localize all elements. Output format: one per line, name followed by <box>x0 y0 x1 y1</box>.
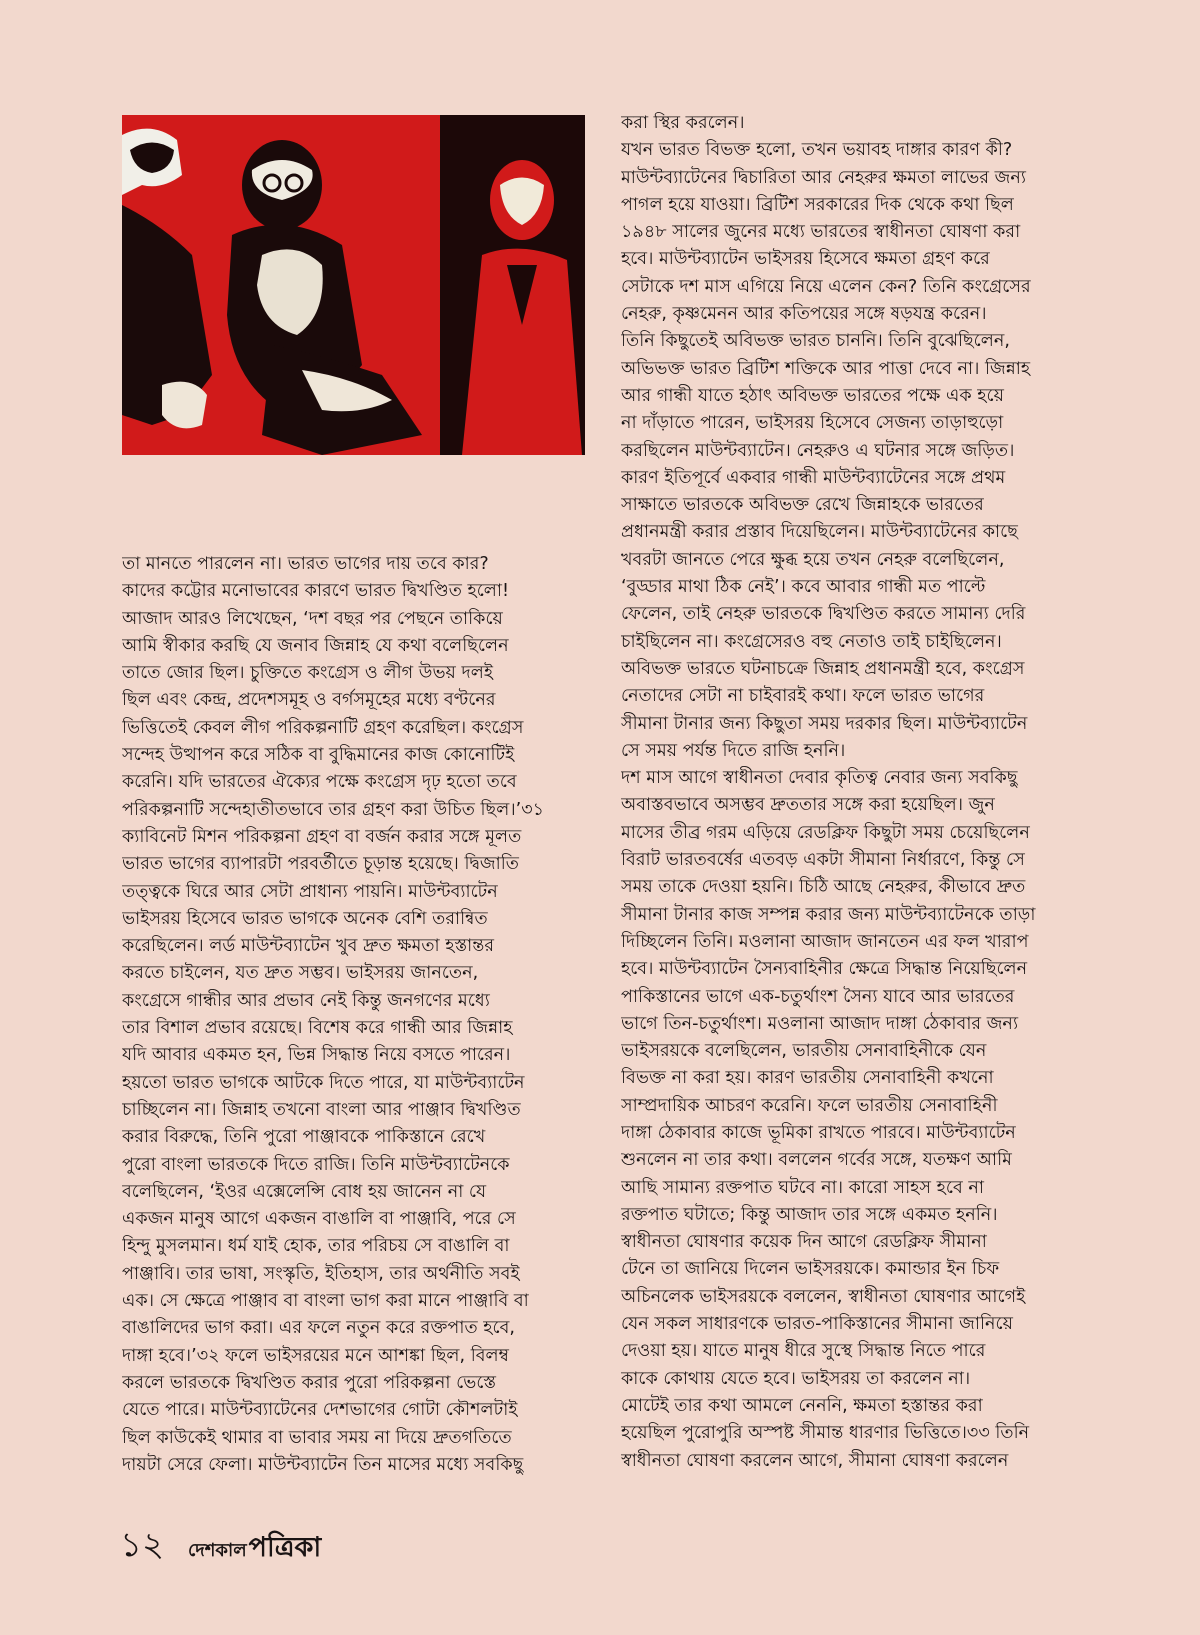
text-line: করলে ভারতকে দ্বিখণ্ডিত করার পুরো পরিকল্পনা ভেস্তে <box>122 1372 497 1393</box>
text-line: অবাস্তবভাবে অসম্ভব দ্রুততার সঙ্গে করা হয়েছিল। জুন <box>621 795 995 816</box>
text-line: যখন ভারত বিভক্ত হলো, তখন ভয়াবহ দাঙ্গার কারণ কী? <box>621 140 1013 161</box>
text-line: তত্ত্বকে ঘিরে আর সেটা প্রাধান্য পায়নি। মাউন্টব্যাটেন <box>122 881 498 902</box>
text-line: আজাদ আরও লিখেছেন, ‘দশ বছর পর পেছনে তাকিয়ে <box>122 608 503 629</box>
text-line: তিনি কিছুতেই অবিভক্ত ভারত চাননি। তিনি বুঝেছিলেন, <box>621 331 1010 352</box>
text-line: ভাইসরয় হিসেবে ভারত ভাগকে অনেক বেশি তরান্বিত <box>122 908 488 929</box>
text-line: আমি স্বীকার করছি যে জনাব জিন্নাহ যে কথা বলেছিলেন <box>122 635 509 656</box>
text-line: হয়তো ভারত ভাগকে আটকে দিতে পারে, যা মাউন্টব্যাটেন <box>122 1072 525 1093</box>
text-line: একজন মানুষ আগে একজন বাঙালি বা পাঞ্জাবি, পরে সে <box>122 1209 516 1230</box>
text-line: ছিল কাউকেই থামার বা ভাবার সময় না দিয়ে দ্রুতগতিতে <box>122 1427 512 1448</box>
text-line: ফেলেন, তাই নেহরু ভারতকে দ্বিখণ্ডিত করতে সামান্য দেরি <box>621 604 1026 625</box>
text-line: এক। সে ক্ষেত্রে পাঞ্জাব বা বাংলা ভাগ করা মানে পাঞ্জাবি বা <box>122 1291 529 1312</box>
text-line: যেন সকল সাধারণকে ভারত-পাকিস্তানের সীমানা জানিয়ে <box>621 1314 1013 1335</box>
brand-name-part1: দেশকাল <box>188 1540 247 1561</box>
text-line: কংগ্রেসে গান্ধীর আর প্রভাব নেই কিন্তু জনগণের মধ্যে <box>122 990 490 1011</box>
text-line: কাকে কোথায় যেতে হবে। ভাইসরয় তা করলেন না। <box>621 1368 971 1389</box>
text-line: মোটেই তার কথা আমলে নেননি, ক্ষমতা হস্তান্তর করা <box>621 1395 983 1416</box>
text-line: করেনি। যদি ভারতের ঐক্যের পক্ষে কংগ্রেস দৃঢ় হতো তবে <box>122 772 517 793</box>
text-line: দায়টা সেরে ফেলা। মাউন্টব্যাটেন তিন মাসের মধ্যে সবকিছু <box>122 1454 524 1475</box>
text-line: আছি সামান্য রক্তপাত ঘটবে না। কারো সাহস হবে না <box>621 1177 984 1198</box>
text-line: শুনলেন না তার কথা। বললেন গর্বের সঙ্গে, যতক্ষণ আমি <box>621 1150 1012 1171</box>
text-line: করার বিরুদ্ধে, তিনি পুরো পাঞ্জাবকে পাকিস্তানে রেখে <box>122 1127 486 1148</box>
text-line: টেনে তা জানিয়ে দিলেন ভাইসরয়কে। কমান্ডার ইন চিফ <box>621 1259 1000 1280</box>
text-line: চাইছিলেন না। কংগ্রেসেরও বহু নেতাও তাই চাইছিলেন। <box>621 631 1002 652</box>
text-line: করতে চাইলেন, যত দ্রুত সম্ভব। ভাইসরয় জানতেন, <box>122 963 479 984</box>
text-line: বলেছিলেন, ‘ইওর এক্সেলেন্সি বোধ হয় জানেন না যে <box>122 1181 487 1202</box>
text-line: প্রধানমন্ত্রী করার প্রস্তাব দিয়েছিলেন। মাউন্টব্যাটেনের কাছে <box>621 522 1018 543</box>
text-line: যেতে পারে। মাউন্টব্যাটেনের দেশভাগের গোটা কৌশলটাই <box>122 1400 518 1421</box>
text-line: সীমানা টানার জন্য কিছুতা সময় দরকার ছিল। মাউন্টব্যাটেন <box>621 713 1028 734</box>
text-line: স্বাধীনতা ঘোষণা করলেন আগে, সীমানা ঘোষণা করলেন <box>621 1450 1009 1471</box>
text-line: বিভক্ত না করা হয়। কারণ ভারতীয় সেনাবাহিনী কখনো <box>621 1068 994 1089</box>
text-line: বাঙালিদের ভাগ করা। এর ফলে নতুন করে রক্তপাত হবে, <box>122 1318 515 1339</box>
text-line: ভাইসরয়কে বলেছিলেন, ভারতীয় সেনাবাহিনীকে যেন <box>621 1041 987 1062</box>
text-line: পরিকল্পনাটি সন্দেহাতীতভাবে তার গ্রহণ করা উচিত ছিল।’৩১ <box>122 799 545 820</box>
text-line: ছিল এবং কেন্দ্র, প্রদেশসমূহ ও বর্গসমূহের মধ্যে বণ্টনের <box>122 690 496 711</box>
text-line: খবরটা জানতে পেরে ক্ষুব্ধ হয়ে তখন নেহরু বলেছিলেন, <box>621 549 1005 570</box>
illustration-graphic <box>122 115 585 455</box>
text-line: পাঞ্জাবি। তার ভাষা, সংস্কৃতি, ইতিহাস, তার অর্থনীতি সবই <box>122 1263 520 1284</box>
text-line: যদি আবার একমত হন, ভিন্ন সিদ্ধান্ত নিয়ে বসতে পারেন। <box>122 1045 511 1066</box>
text-line: ভাগে তিন-চতুর্থাংশ। মওলানা আজাদ দাঙ্গা ঠেকাবার জন্য <box>621 1013 1019 1034</box>
text-line: হিন্দু মুসলমান। ধর্ম যাই হোক, তার পরিচয় সে বাঙালি বা <box>122 1236 510 1257</box>
text-line: কারণ ইতিপূর্বে একবার গান্ধী মাউন্টব্যাটেনের সঙ্গে প্রথম <box>621 467 1006 488</box>
text-line: ১৯৪৮ সালের জুনের মধ্যে ভারতের স্বাধীনতা ঘোষণা করা <box>621 222 1021 243</box>
text-line: ভিত্তিতেই কেবল লীগ পরিকল্পনাটি গ্রহণ করেছিল। কংগ্রেস <box>122 717 524 738</box>
text-line: করছিলেন মাউন্টব্যাটেন। নেহরুও এ ঘটনার সঙ্গে জড়িত। <box>621 440 1015 461</box>
article-right-column <box>621 110 1091 1475</box>
text-line: রক্তপাত ঘটাতে; কিন্তু আজাদ তার সঙ্গে একমত হননি। <box>621 1204 998 1225</box>
text-line: নেতাদের সেটা না চাইবারই কথা। ফলে ভারত ভাগের <box>621 686 985 707</box>
text-line: পাকিস্তানের ভাগে এক-চতুর্থাংশ সৈন্য যাবে আর ভারতের <box>621 986 1015 1007</box>
text-line: কাদের কট্টোর মনোভাবের কারণে ভারত দ্বিখণ্ডিত হলো! <box>122 581 510 602</box>
article-illustration <box>122 115 585 455</box>
text-line: দাঙ্গা হবে।’৩২ ফলে ভাইসরয়ের মনে আশঙ্কা ছিল, বিলম্ব <box>122 1345 510 1366</box>
text-line: সাক্ষাতে ভারতকে অবিভক্ত রেখে জিন্নাহকে ভারতের <box>621 495 984 516</box>
text-line: সময় তাকে দেওয়া হয়নি। চিঠি আছে নেহরুর, কীভাবে দ্রুত <box>621 877 1026 898</box>
text-line: তাতে জোর ছিল। চুক্তিতে কংগ্রেস ও লীগ উভয় দলই <box>122 663 494 684</box>
text-line: অচিনলেক ভাইসরয়কে বললেন, স্বাধীনতা ঘোষণার আগেই <box>621 1286 1026 1307</box>
text-line: দিচ্ছিলেন তিনি। মওলানা আজাদ জানতেন এর ফল খারাপ <box>621 931 1029 952</box>
text-line: মাউন্টব্যাটেনের দ্বিচারিতা আর নেহরুর ক্ষমতা লাভের জন্য <box>621 167 1026 188</box>
text-line: সন্দেহ উত্থাপন করে সঠিক বা বুদ্ধিমানের কাজ কোনোটিই <box>122 745 515 766</box>
text-line: অভিভক্ত ভারত ব্রিটিশ শক্তিকে আর পাত্তা দেবে না। জিন্নাহ <box>621 358 1031 379</box>
text-line: সে সময় পর্যন্ত দিতে রাজি হননি। <box>621 740 846 761</box>
text-line: সেটাকে দশ মাস এগিয়ে নিয়ে এলেন কেন? তিনি কংগ্রেসের <box>621 276 1031 297</box>
text-line: দাঙ্গা ঠেকাবার কাজে ভূমিকা রাখতে পারবে। মাউন্টব্যাটেন <box>621 1122 1016 1143</box>
text-line: ভারত ভাগের ব্যাপারটা পরবর্তীতে চূড়ান্ত হয়েছে। দ্বিজাতি <box>122 854 520 875</box>
text-line: চাচ্ছিলেন না। জিন্নাহ তখনো বাংলা আর পাঞ্জাব দ্বিখণ্ডিত <box>122 1099 521 1120</box>
text-line: হয়েছিল পুরোপুরি অস্পষ্ট সীমান্ত ধারণার ভিত্তিতে।৩৩ তিনি <box>621 1423 1030 1444</box>
text-line: সীমানা টানার কাজ সম্পন্ন করার জন্য মাউন্টব্যাটেনকে তাড়া <box>621 904 1036 925</box>
text-line: তার বিশাল প্রভাব রয়েছে। বিশেষ করে গান্ধী আর জিন্নাহ <box>122 1018 513 1039</box>
text-line: হবে। মাউন্টব্যাটেন ভাইসরয় হিসেবে ক্ষমতা গ্রহণ করে <box>621 249 990 270</box>
text-line: হবে। মাউন্টব্যাটেন সৈন্যবাহিনীর ক্ষেত্রে সিদ্ধান্ত নিয়েছিলেন <box>621 959 1028 980</box>
brand-name-part2: পত্রিকা <box>248 1532 322 1563</box>
text-line: স্বাধীনতা ঘোষণার কয়েক দিন আগে রেডক্লিফ সীমানা <box>621 1232 987 1253</box>
text-line: বিরাট ভারতবর্ষের এতবড় একটা সীমানা নির্ধারণে, কিন্তু সে <box>621 850 1025 871</box>
text-line: করা স্থির করলেন। <box>621 113 745 133</box>
article-left-column <box>122 551 592 1479</box>
magazine-brand <box>188 1527 321 1563</box>
text-line: ‘বুড্ডার মাথা ঠিক নেই’। কবে আবার গান্ধী মত পাল্টে <box>621 577 986 598</box>
text-line: দশ মাস আগে স্বাধীনতা দেবার কৃতিত্ব নেবার জন্য সবকিছু <box>621 768 1018 789</box>
text-line: পুরো বাংলা ভারতকে দিতে রাজি। তিনি মাউন্টব্যাটেনকে <box>122 1154 510 1175</box>
text-line: অবিভক্ত ভারতে ঘটনাচক্রে জিন্নাহ প্রধানমন্ত্রী হবে, কংগ্রেস <box>621 658 1025 679</box>
text-line: না দাঁড়াতে পারেন, ভাইসরয় হিসেবে সেজন্য তাড়াহুড়ো <box>621 413 1004 434</box>
text-line: করেছিলেন। লর্ড মাউন্টব্যাটেন খুব দ্রুত ক্ষমতা হস্তান্তর <box>122 936 495 957</box>
text-line: নেহরু, কৃষ্ণমেনন আর কতিপয়ের সঙ্গে ষড়যন্ত্র করেন। <box>621 304 987 325</box>
text-line: আর গান্ধী যাতে হঠাৎ অবিভক্ত ভারতের পক্ষে এক হয়ে <box>621 385 1004 406</box>
text-line: তা মানতে পারলেন না। ভারত ভাগের দায় তবে কার? <box>122 554 489 574</box>
text-line: দেওয়া হয়। যাতে মানুষ ধীরে সুস্থে সিদ্ধান্ত নিতে পারে <box>621 1341 986 1362</box>
page-number: ১২ <box>120 1525 165 1565</box>
text-line: মাসের তীব্র গরম এড়িয়ে রেডক্লিফ কিছুটা সময় চেয়েছিলেন <box>621 822 1030 843</box>
text-line: ক্যাবিনেট মিশন পরিকল্পনা গ্রহণ বা বর্জন করার সঙ্গে মূলত <box>122 826 522 847</box>
text-line: সাম্প্রদায়িক আচরণ করেনি। ফলে ভারতীয় সেনাবাহিনী <box>621 1095 998 1116</box>
text-line: পাগল হয়ে যাওয়া। ব্রিটিশ সরকারের দিক থেকে কথা ছিল <box>621 194 1014 215</box>
